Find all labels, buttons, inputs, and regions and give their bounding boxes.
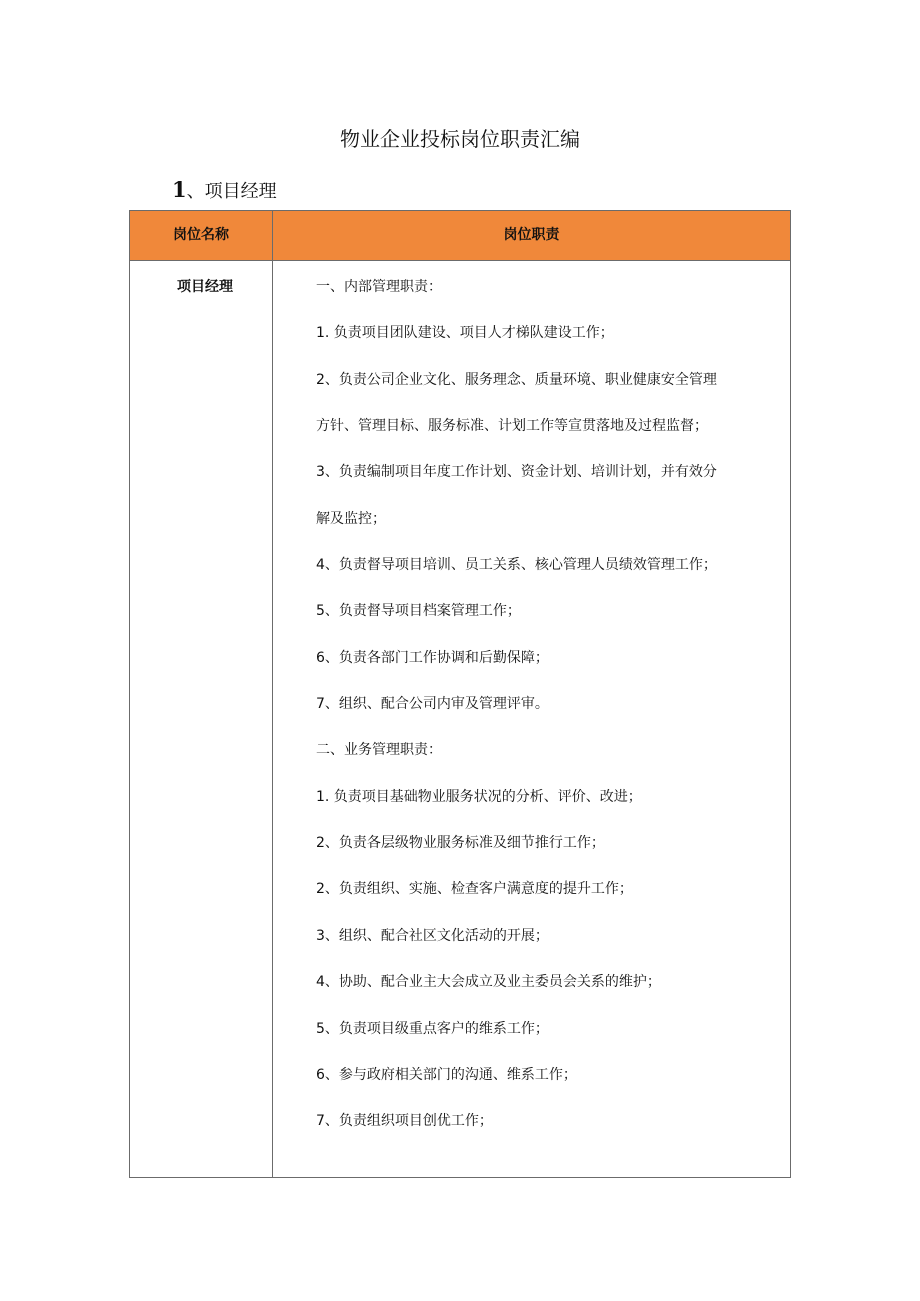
duty-line: 2、负责公司企业文化、服务理念、质量环境、职业健康安全管理 — [316, 371, 717, 388]
duty-line: 5、负责项目级重点客户的维系工作； — [316, 1020, 549, 1037]
duty-line: 4、协助、配合业主大会成立及业主委员会关系的维护； — [316, 974, 661, 991]
duty-line: 1. 负责项目基础物业服务状况的分析、评价、改进； — [316, 788, 642, 805]
duty-line: 1. 负责项目团队建设、项目人才梯队建设工作； — [316, 325, 614, 342]
duty-line: 2、负责组织、实施、检查客户满意度的提升工作； — [316, 881, 633, 898]
header-position-name: 岗位名称 — [173, 227, 229, 243]
duty-line: 6、参与政府相关部门的沟通、维系工作； — [316, 1066, 577, 1083]
column-divider — [272, 211, 273, 1177]
job-duty-table — [129, 210, 791, 1178]
duty-line: 3、负责编制项目年度工作计划、资金计划、培训计划，并有效分 — [316, 464, 717, 481]
duty-list — [316, 275, 776, 1156]
section-heading — [172, 175, 277, 207]
duty-line: 4、负责督导项目培训、员工关系、核心管理人员绩效管理工作； — [316, 557, 717, 574]
duty-line: 方针、管理目标、服务标准、计划工作等宣贯落地及过程监督； — [316, 418, 708, 435]
table-header-row — [130, 211, 790, 261]
position-cell: 项目经理 — [177, 279, 233, 295]
section-number: 1 — [172, 177, 187, 202]
duty-line: 6、负责各部门工作协调和后勤保障； — [316, 649, 549, 666]
duty-line: 二、业务管理职责： — [316, 742, 442, 759]
duty-line: 一、内部管理职责： — [316, 279, 442, 295]
header-duties: 岗位职责 — [503, 227, 560, 243]
duty-line: 3、组织、配合社区文化活动的开展； — [316, 927, 549, 944]
section-label: 、项目经理 — [186, 181, 277, 202]
duty-line: 2、负责各层级物业服务标准及细节推行工作； — [316, 835, 605, 852]
document-title: 物业企业投标岗位职责汇编 — [340, 127, 580, 151]
duty-line: 7、负责组织项目创优工作； — [316, 1113, 493, 1130]
duty-line: 7、组织、配合公司内审及管理评审。 — [316, 696, 549, 713]
duty-line: 5、负责督导项目档案管理工作； — [316, 603, 521, 620]
duty-line: 解及监控； — [316, 510, 386, 527]
